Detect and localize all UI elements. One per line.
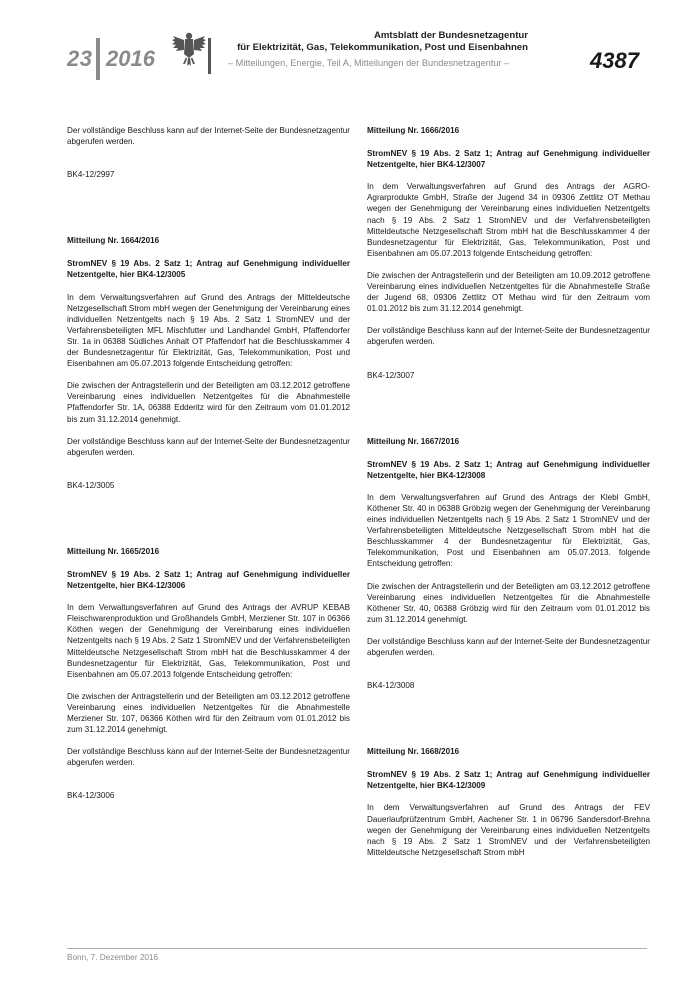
paragraph: In dem Verwaltungsverfahren auf Grund des Antrags der AVRUP KEBAB Fleischwarenproduktion und Großhandels GmbH, Merziener Str. 107 in 06366 Köthen wegen der Genehmigung der Vereinbarung eines individuellen Netzentgelts nach § 19 Abs. 2 Satz 1 StromNEV und der Verfahrensbeteiligten Mitteldeutsche Netzgesellschaft Strom mbH hat die Beschlusskammer 4 der Bundesnetzagentur für Elektrizität, Gas, Telekommunikation, Post und Eisenbahnen am 05.07.2013 folgende Entscheidung getroffen: (67, 603, 350, 679)
notice-title: Mitteilung Nr. 1666/2016 (367, 126, 460, 135)
reference-number: BK4-12/3008 (367, 681, 415, 691)
notice-title: Mitteilung Nr. 1664/2016 (67, 236, 160, 246)
notice-title: Mitteilung Nr. 1667/2016 (367, 436, 460, 446)
federal-eagle-icon (170, 30, 208, 70)
paragraph: Der vollständige Beschluss kann auf der Internet-Seite der Bundesnetzagentur abgerufen werden. (367, 636, 650, 657)
paragraph: Die zwischen der Antragstellerin und der Beteiligten am 03.12.2012 getroffene Vereinbarung eines individuellen Netzentgeltes für die Abnahmestelle Merziener Str. 107, 06366 Köthen wird für den Zeitraum vom 01.01.2012 bis zum 31.12.2014 genehmigt. (67, 691, 350, 735)
issue-year: 2016 (106, 46, 155, 71)
issue-divider (96, 38, 100, 80)
left-column (67, 125, 350, 801)
footer-rule (67, 948, 647, 949)
reference-number: BK4-12/3005 (67, 480, 115, 490)
reference-number: BK4-12/2997 (67, 170, 115, 180)
footer-place-date: Bonn, 7. Dezember 2016 (67, 953, 159, 962)
paragraph: Der vollständige Beschluss kann auf der Internet-Seite der Bundesnetzagentur abgerufen werden. (367, 326, 650, 347)
paragraph: Der vollständige Beschluss kann auf der Internet-Seite der Bundesnetzagentur abgerufen werden. (67, 436, 350, 457)
notice-subject: StromNEV § 19 Abs. 2 Satz 1; Antrag auf Genehmigung individueller Netzentgelte, hier BK4-12/3007 (367, 149, 650, 170)
gazette-title-line1: Amtsblatt der Bundesnetzagentur (373, 30, 528, 41)
reference-number: BK4-12/3006 (67, 791, 115, 801)
reference-number: BK4-12/3007 (367, 370, 415, 380)
paragraph: In dem Verwaltungsverfahren auf Grund des Antrags der FEV Dauerlaufprüfzentrum GmbH, Aachener Str. 1 in 06796 Sandersdorf-Brehna wegen der Genehmigung der Vereinbarung eines individuellen Netzentgelts nach § 19 Abs. 2 Satz 1 StromNEV und der Verfahrensbeteiligten Mitteldeutsche Netzgesellschaft Strom mbH (367, 803, 650, 857)
notice-title: Mitteilung Nr. 1668/2016 (367, 747, 460, 757)
paragraph: Die zwischen der Antragstellerin und der Beteiligten am 10.09.2012 getroffene Vereinbarung eines individuellen Netzentgeltes für die Abnahmestelle Straße der Jugend 68, 09306 Zettlitz OT Methau wird für den Zeitraum vom 01.01.2012 bis zum 31.12.2014 genehmigt. (367, 270, 650, 314)
page-number: 4387 (590, 48, 639, 73)
paragraph: Die zwischen der Antragstellerin und der Beteiligten am 03.12.2012 getroffene Vereinbarung eines individuellen Netzentgeltes für die Abnahmestelle Köthener Str. 40, 06388 Gröbzig wird für den Zeitraum vom 01.01.2012 bis zum 31.12.2014 genehmigt. (367, 581, 650, 624)
right-column (367, 125, 650, 858)
paragraph: In dem Verwaltungsverfahren auf Grund des Antrags der Klebl GmbH, Köthener Str. 40 in 06388 Gröbzig wegen der Genehmigung der Vereinbarung eines individuellen Netzentgelts nach § 19 Abs. 2 Satz 1 StromNEV und der Verfahrensbeteiligten Mitteldeutsche Netzgesellschaft Strom mbH hat die Beschlusskammer 4 der Bundesnetzagentur für Elektrizität, Gas, Telekommunikation, Post und Eisenbahnen am 05.07.2013. folgende Entscheidung getroffen: (367, 492, 650, 569)
paragraph: Der vollständige Beschluss kann auf der Internet-Seite der Bundesnetzagentur abgerufen werden. (67, 747, 350, 768)
notice-subject: StromNEV § 19 Abs. 2 Satz 1; Antrag auf Genehmigung individueller Netzentgelte, hier BK4-12/3009 (367, 770, 650, 791)
paragraph: In dem Verwaltungsverfahren auf Grund des Antrags der AGRO-Agrarprodukte GmbH, Straße der Jugend 34 in 09306 Zettlitz OT Methau wegen der Genehmigung der Vereinbarung eines individuellen Netzentgelts nach § 19 Abs. 2 Satz 1 StromNEV und der Verfahrensbeteiligten Mitteldeutsche Netzgesellschaft Strom mbH hat die Beschlusskammer 4 der Bundesnetzagentur für Elektrizität, Gas, Telekommunikation, Post und Eisenbahnen am 05.07.2013 folgende Entscheidung getroffen: (367, 182, 650, 258)
paragraph: Der vollständige Beschluss kann auf der Internet-Seite der Bundesnetzagentur abgerufen werden. (67, 126, 350, 147)
notice-subject: StromNEV § 19 Abs. 2 Satz 1; Antrag auf Genehmigung individueller Netzentgelte, hier BK4-12/3006 (67, 569, 350, 591)
gazette-title (218, 30, 528, 54)
notice-subject: StromNEV § 19 Abs. 2 Satz 1; Antrag auf Genehmigung individueller Netzentgelte, hier BK4-12/3008 (367, 459, 650, 480)
gazette-subtitle: – Mitteilungen, Energie, Teil A, Mitteilungen der Bundesnetzagentur – (228, 58, 510, 68)
issue-number: 23 (67, 46, 93, 71)
paragraph: Die zwischen der Antragstellerin und der Beteiligten am 03.12.2012 getroffene Vereinbarung eines individuellen Netzentgeltes für die Abnahmestelle Pfaffendorfer Str. 1A, 06388 Edderitz wird für den Zeitraum vom 01.01.2012 bis zum 31.12.2014 genehmigt. (67, 381, 350, 424)
gazette-title-line2: für Elektrizität, Gas, Telekommunikation, Post und Eisenbahnen (237, 42, 528, 53)
notice-title: Mitteilung Nr. 1665/2016 (67, 546, 160, 556)
paragraph: In dem Verwaltungsverfahren auf Grund des Antrags der Mitteldeutsche Netzgesellschaft Strom mbH wegen der Genehmigung der Vereinbarung eines individuellen Netzentgelts nach § 19 Abs. 2 Satz 1 StromNEV und der Verfahrensbeteiligten MFL Mischfutter und Landhandel GmbH, Pfaffendorfer Str. 1a in 06388 Südliches Anhalt OT Pfaffendorf hat die Beschlusskammer 4 der Bundesnetzagentur für Elektrizität, Gas, Telekommunikation, Post und Eisenbahnen am 05.07.2013 folgende Entscheidung getroffen: (67, 292, 350, 369)
header-divider (208, 38, 211, 74)
notice-subject: StromNEV § 19 Abs. 2 Satz 1; Antrag auf Genehmigung individueller Netzentgelte, hier BK4-12/3005 (67, 259, 350, 280)
